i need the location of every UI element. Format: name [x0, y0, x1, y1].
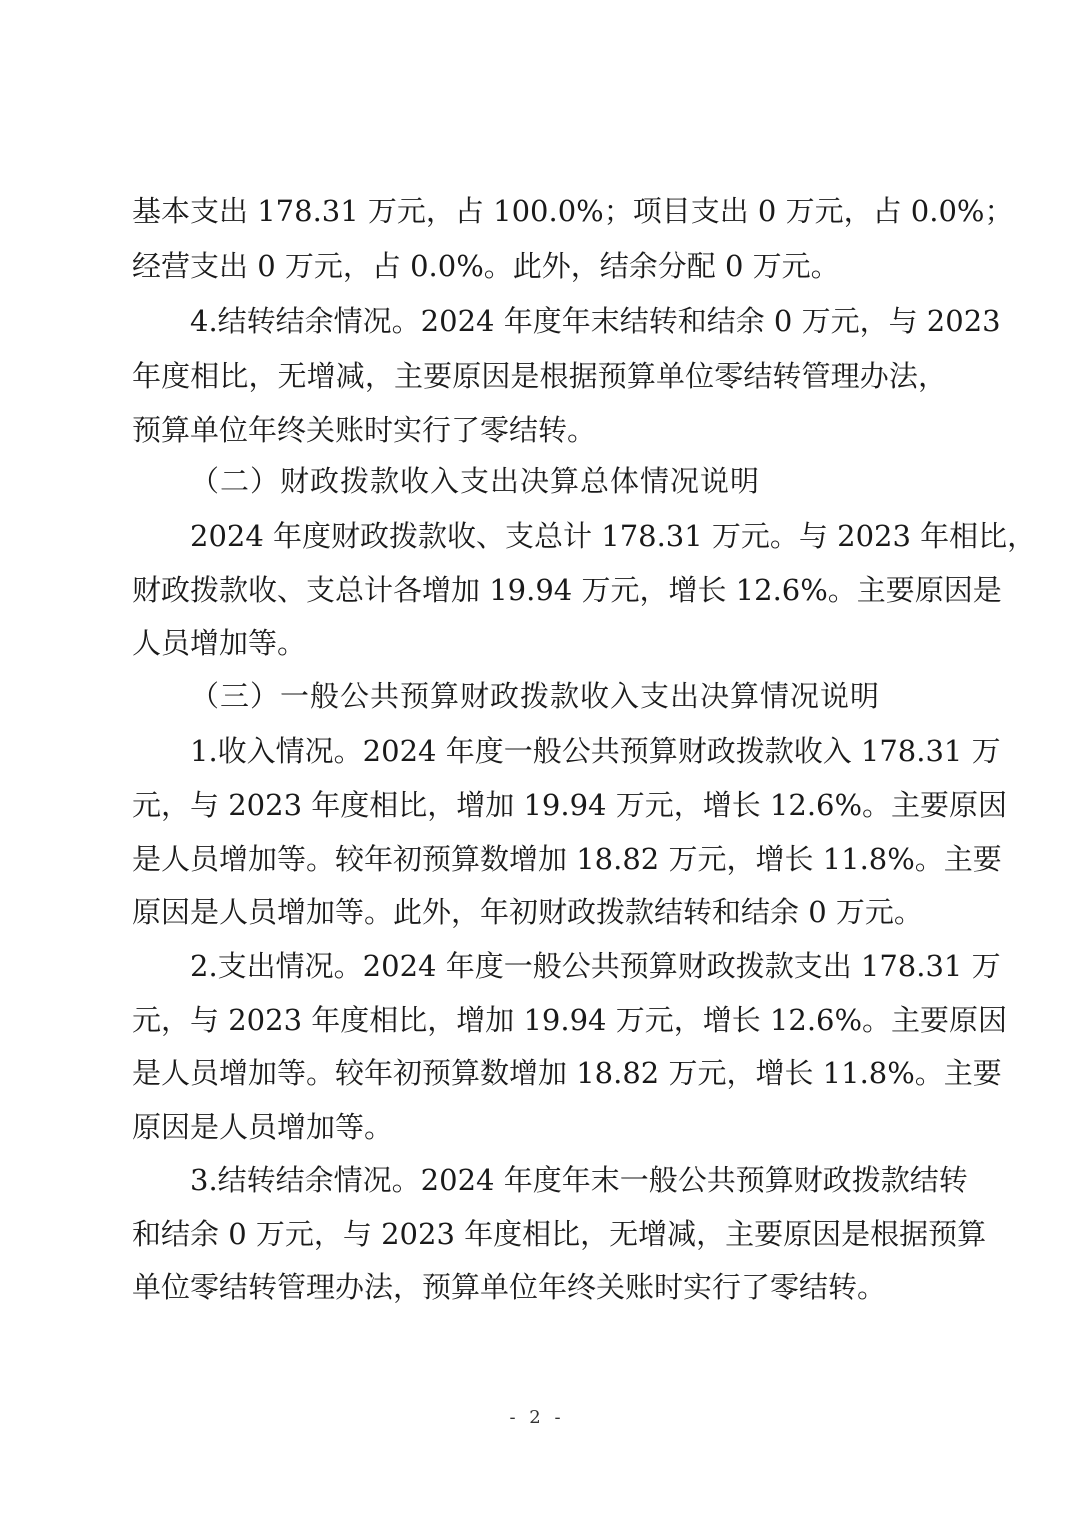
text-line: 经营支出 0 万元，占 0.0%。此外，结余分配 0 万元。 — [132, 249, 840, 283]
page-number: - 2 - — [509, 1407, 565, 1428]
text-line: 原因是人员增加等。 — [132, 1110, 394, 1144]
text-line: 是人员增加等。较年初预算数增加 18.82 万元，增长 11.8%。主要 — [132, 842, 1002, 876]
paragraph-start-line: 1.收入情况。2024 年度一般公共预算财政拨款收入 178.31 万 — [190, 734, 1001, 768]
text-line: 原因是人员增加等。此外，年初财政拨款结转和结余 0 万元。 — [132, 895, 923, 929]
text-line: 年度相比，无增减，主要原因是根据预算单位零结转管理办法， — [132, 359, 947, 393]
paragraph-start-line: 4.结转结余情况。2024 年度年末结转和结余 0 万元，与 2023 — [190, 304, 1001, 338]
section-heading: （三）一般公共预算财政拨款收入支出决算情况说明 — [190, 679, 881, 713]
text-line: 元，与 2023 年度相比，增加 19.94 万元，增长 12.6%。主要原因 — [132, 1003, 1008, 1037]
paragraph-start-line: 2024 年度财政拨款收、支总计 178.31 万元。与 2023 年相比， — [190, 519, 1037, 553]
text-line: 单位零结转管理办法，预算单位年终关账时实行了零结转。 — [132, 1270, 887, 1304]
text-line: 财政拨款收、支总计各增加 19.94 万元，增长 12.6%。主要原因是 — [132, 573, 1002, 607]
text-line: 元，与 2023 年度相比，增加 19.94 万元，增长 12.6%。主要原因 — [132, 788, 1008, 822]
text-line: 是人员增加等。较年初预算数增加 18.82 万元，增长 11.8%。主要 — [132, 1056, 1002, 1090]
text-line: 和结余 0 万元，与 2023 年度相比，无增减，主要原因是根据预算 — [132, 1217, 987, 1251]
section-heading: （二）财政拨款收入支出决算总体情况说明 — [190, 464, 761, 498]
text-line: 预算单位年终关账时实行了零结转。 — [132, 413, 597, 447]
text-line: 基本支出 178.31 万元，占 100.0%；项目支出 0 万元，占 0.0%； — [132, 194, 1014, 228]
text-line: 人员增加等。 — [132, 626, 307, 660]
paragraph-start-line: 3.结转结余情况。2024 年度年末一般公共预算财政拨款结转 — [190, 1163, 968, 1197]
paragraph-start-line: 2.支出情况。2024 年度一般公共预算财政拨款支出 178.31 万 — [190, 949, 1001, 983]
